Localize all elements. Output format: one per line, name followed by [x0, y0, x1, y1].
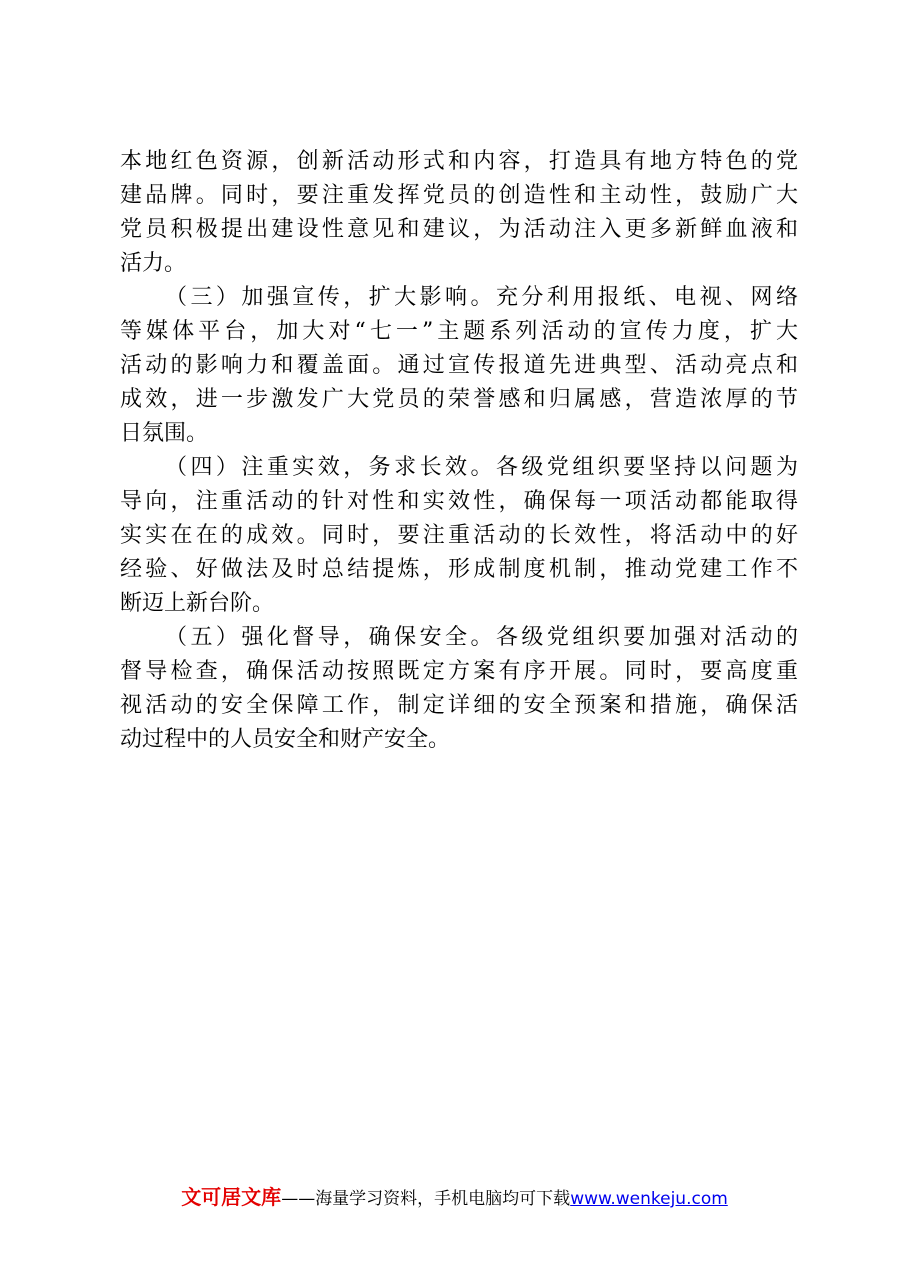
- footer-slogan: ——海量学习资料，手机电脑均可下载: [281, 1189, 571, 1209]
- text-line: 导向，注重活动的针对性和实效性，确保每一项活动都能取得: [120, 489, 798, 514]
- text-line: 等媒体平台，加大对“七一”主题系列活动的宣传力度，扩大: [120, 319, 798, 344]
- paragraph-first-line: （四）注重实效，务求长效。各级党组织要坚持以问题为: [165, 455, 798, 480]
- text-line: 党员积极提出建设性意见和建议，为活动注入更多新鲜血液和: [120, 217, 798, 242]
- text-line: 动过程中的人员安全和财产安全。: [120, 727, 451, 752]
- text-line: 本地红色资源，创新活动形式和内容，打造具有地方特色的党: [120, 149, 798, 174]
- footer-banner: [0, 1180, 909, 1214]
- text-line: 经验、好做法及时总结提炼，形成制度机制，推动党建工作不: [120, 557, 798, 582]
- paragraph-first-line: （五）强化督导，确保安全。各级党组织要加强对活动的: [165, 625, 798, 650]
- footer-site-link[interactable]: www.wenkeju.com: [570, 1189, 728, 1209]
- paragraph-first-line: （三）加强宣传，扩大影响。充分利用报纸、电视、网络: [165, 285, 798, 310]
- text-line: 活力。: [120, 251, 187, 276]
- text-line: 视活动的安全保障工作，制定详细的安全预案和措施，确保活: [120, 693, 798, 718]
- text-line: 实实在在的成效。同时，要注重活动的长效性，将活动中的好: [120, 523, 798, 548]
- text-line: 断迈上新台阶。: [120, 591, 275, 616]
- text-line: 日氛围。: [120, 421, 209, 446]
- text-line: 建品牌。同时，要注重发挥党员的创造性和主动性，鼓励广大: [120, 183, 798, 208]
- text-line: 督导检查，确保活动按照既定方案有序开展。同时，要高度重: [120, 659, 798, 684]
- text-line: 活动的影响力和覆盖面。通过宣传报道先进典型、活动亮点和: [120, 353, 798, 378]
- document-body: [120, 145, 798, 757]
- footer-brand: 文可居文库: [181, 1185, 282, 1209]
- text-line: 成效，进一步激发广大党员的荣誉感和归属感，营造浓厚的节: [120, 387, 798, 412]
